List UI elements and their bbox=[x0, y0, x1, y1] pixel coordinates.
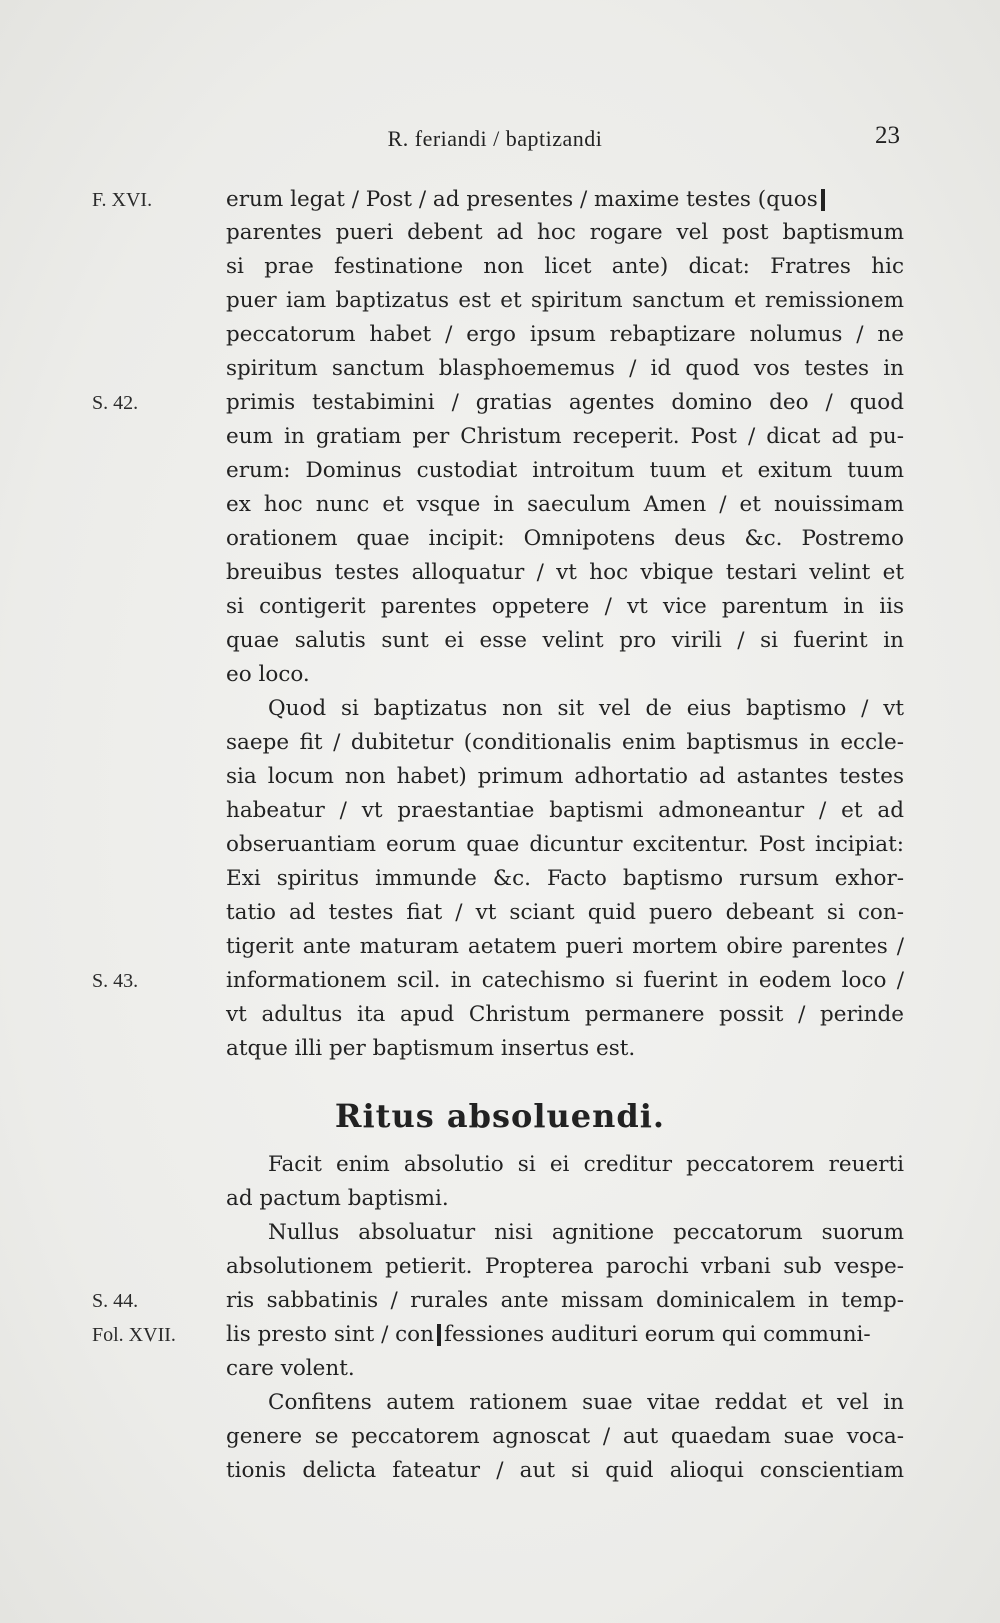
line-text: erum: Dominus custodiat introitum tuum et exitum tuum bbox=[226, 458, 904, 483]
text-line bbox=[0, 284, 1000, 318]
line-text: Facit enim absolutio si ei creditur peccatorem reuerti bbox=[268, 1152, 904, 1177]
line-text: vt adultus ita apud Christum permanere possit / perinde bbox=[226, 1002, 904, 1027]
text-line bbox=[0, 420, 1000, 454]
text-line bbox=[0, 1250, 1000, 1284]
line-text: Confitens autem rationem suae vitae reddat et vel in bbox=[268, 1390, 904, 1415]
line-text: peccatorum habet / ergo ipsum rebaptizare nolumus / ne bbox=[226, 322, 904, 347]
line-text: obseruantiam eorum quae dicuntur excitentur. Post incipiat: bbox=[226, 832, 904, 857]
text-line bbox=[0, 862, 1000, 896]
column-break-mark bbox=[437, 1324, 441, 1346]
line-text: absolutionem petierit. Propterea parochi vrbani sub vespe- bbox=[226, 1254, 904, 1279]
text-line bbox=[0, 352, 1000, 386]
text-line bbox=[0, 386, 1000, 420]
line-text: sia locum non habet) primum adhortatio ad astantes testes bbox=[226, 764, 904, 789]
line-text: primis testabimini / gratias agentes domino deo / quod bbox=[226, 390, 904, 415]
margin-note: S. 42. bbox=[92, 392, 139, 414]
page-header bbox=[90, 122, 900, 152]
text-line bbox=[0, 556, 1000, 590]
text-line bbox=[0, 250, 1000, 284]
line-text: erum legat / Post / ad presentes / maxime testes (quos bbox=[226, 187, 818, 212]
margin-note: F. XVI. bbox=[92, 189, 153, 211]
text-line bbox=[0, 522, 1000, 556]
text-line bbox=[0, 998, 1000, 1032]
text-line bbox=[0, 1182, 1000, 1216]
running-head: R. feriandi / baptizandi bbox=[387, 126, 603, 151]
text-line bbox=[0, 692, 1000, 726]
line-text: ad pactum baptismi. bbox=[226, 1186, 449, 1211]
line-text: atque illi per baptismum insertus est. bbox=[226, 1036, 636, 1061]
line-text: informationem scil. in catechismo si fuerint in eodem loco / bbox=[226, 968, 904, 993]
text-line bbox=[0, 1318, 1000, 1352]
line-text: saepe fit / dubitetur (conditionalis enim baptismus in eccle- bbox=[226, 730, 904, 755]
text-line bbox=[0, 1386, 1000, 1420]
text-line bbox=[0, 658, 1000, 692]
line-text: Exi spiritus immunde &c. Facto baptismo rursum exhor- bbox=[226, 866, 904, 891]
text-line bbox=[0, 828, 1000, 862]
line-text: fessiones audituri eorum qui communi- bbox=[443, 1322, 871, 1347]
line-text: si contigerit parentes oppetere / vt vice parentum in iis bbox=[226, 594, 904, 619]
text-line bbox=[0, 1420, 1000, 1454]
line-text: eum in gratiam per Christum receperit. Post / dicat ad pu- bbox=[226, 424, 904, 449]
line-text: care volent. bbox=[226, 1356, 355, 1381]
page-number: 23 bbox=[875, 122, 900, 149]
text-line bbox=[0, 726, 1000, 760]
line-text: ex hoc nunc et vsque in saeculum Amen / et nouissimam bbox=[226, 492, 904, 517]
section-heading: Ritus absoluendi. bbox=[334, 1097, 666, 1135]
text-line bbox=[0, 964, 1000, 998]
line-text: spiritum sanctum blasphoememus / id quod vos testes in bbox=[226, 356, 904, 381]
text-line bbox=[0, 318, 1000, 352]
line-text: parentes pueri debent ad hoc rogare vel post baptismum bbox=[226, 220, 904, 245]
line-text: genere se peccatorem agnoscat / aut quaedam suae voca- bbox=[226, 1424, 904, 1449]
text-line bbox=[0, 1352, 1000, 1386]
column-break-mark bbox=[821, 189, 825, 211]
text-line bbox=[0, 1032, 1000, 1066]
margin-note: S. 43. bbox=[92, 970, 139, 992]
text-line bbox=[0, 1454, 1000, 1488]
text-line bbox=[0, 624, 1000, 658]
text-line bbox=[0, 1216, 1000, 1250]
text-line bbox=[0, 183, 1000, 217]
margin-note: S. 44. bbox=[92, 1290, 139, 1312]
line-text: tionis delicta fateatur / aut si quid alioqui conscientiam bbox=[226, 1458, 904, 1483]
text-line bbox=[0, 896, 1000, 930]
line-text: puer iam baptizatus est et spiritum sanctum et remissionem bbox=[226, 288, 904, 313]
line-text: breuibus testes alloquatur / vt hoc vbique testari velint et bbox=[226, 560, 904, 585]
text-line bbox=[0, 590, 1000, 624]
margin-note: Fol. XVII. bbox=[92, 1324, 176, 1346]
line-text: quae salutis sunt ei esse velint pro virili / si fuerint in bbox=[226, 628, 904, 653]
text-line bbox=[0, 488, 1000, 522]
line-text: tigerit ante maturam aetatem pueri mortem obire parentes / bbox=[226, 934, 904, 959]
line-text: tatio ad testes fiat / vt sciant quid puero debeant si con- bbox=[226, 900, 904, 925]
line-text: ris sabbatinis / rurales ante missam dominicalem in temp- bbox=[226, 1288, 904, 1313]
text-line bbox=[0, 930, 1000, 964]
text-line bbox=[0, 1148, 1000, 1182]
text-line bbox=[0, 794, 1000, 828]
text-line bbox=[0, 760, 1000, 794]
line-text: Quod si baptizatus non sit vel de eius baptismo / vt bbox=[268, 696, 904, 721]
text-line bbox=[0, 1284, 1000, 1318]
line-text: Nullus absoluatur nisi agnitione peccatorum suorum bbox=[268, 1220, 904, 1245]
text-line bbox=[0, 216, 1000, 250]
text-line bbox=[0, 454, 1000, 488]
line-text: lis presto sint / con bbox=[226, 1322, 434, 1347]
line-text: si prae festinatione non licet ante) dicat: Fratres hic bbox=[226, 254, 904, 279]
line-text: habeatur / vt praestantiae baptismi admoneantur / et ad bbox=[226, 798, 904, 823]
line-text: orationem quae incipit: Omnipotens deus &c. Postremo bbox=[226, 526, 904, 551]
line-text: eo loco. bbox=[226, 662, 310, 687]
